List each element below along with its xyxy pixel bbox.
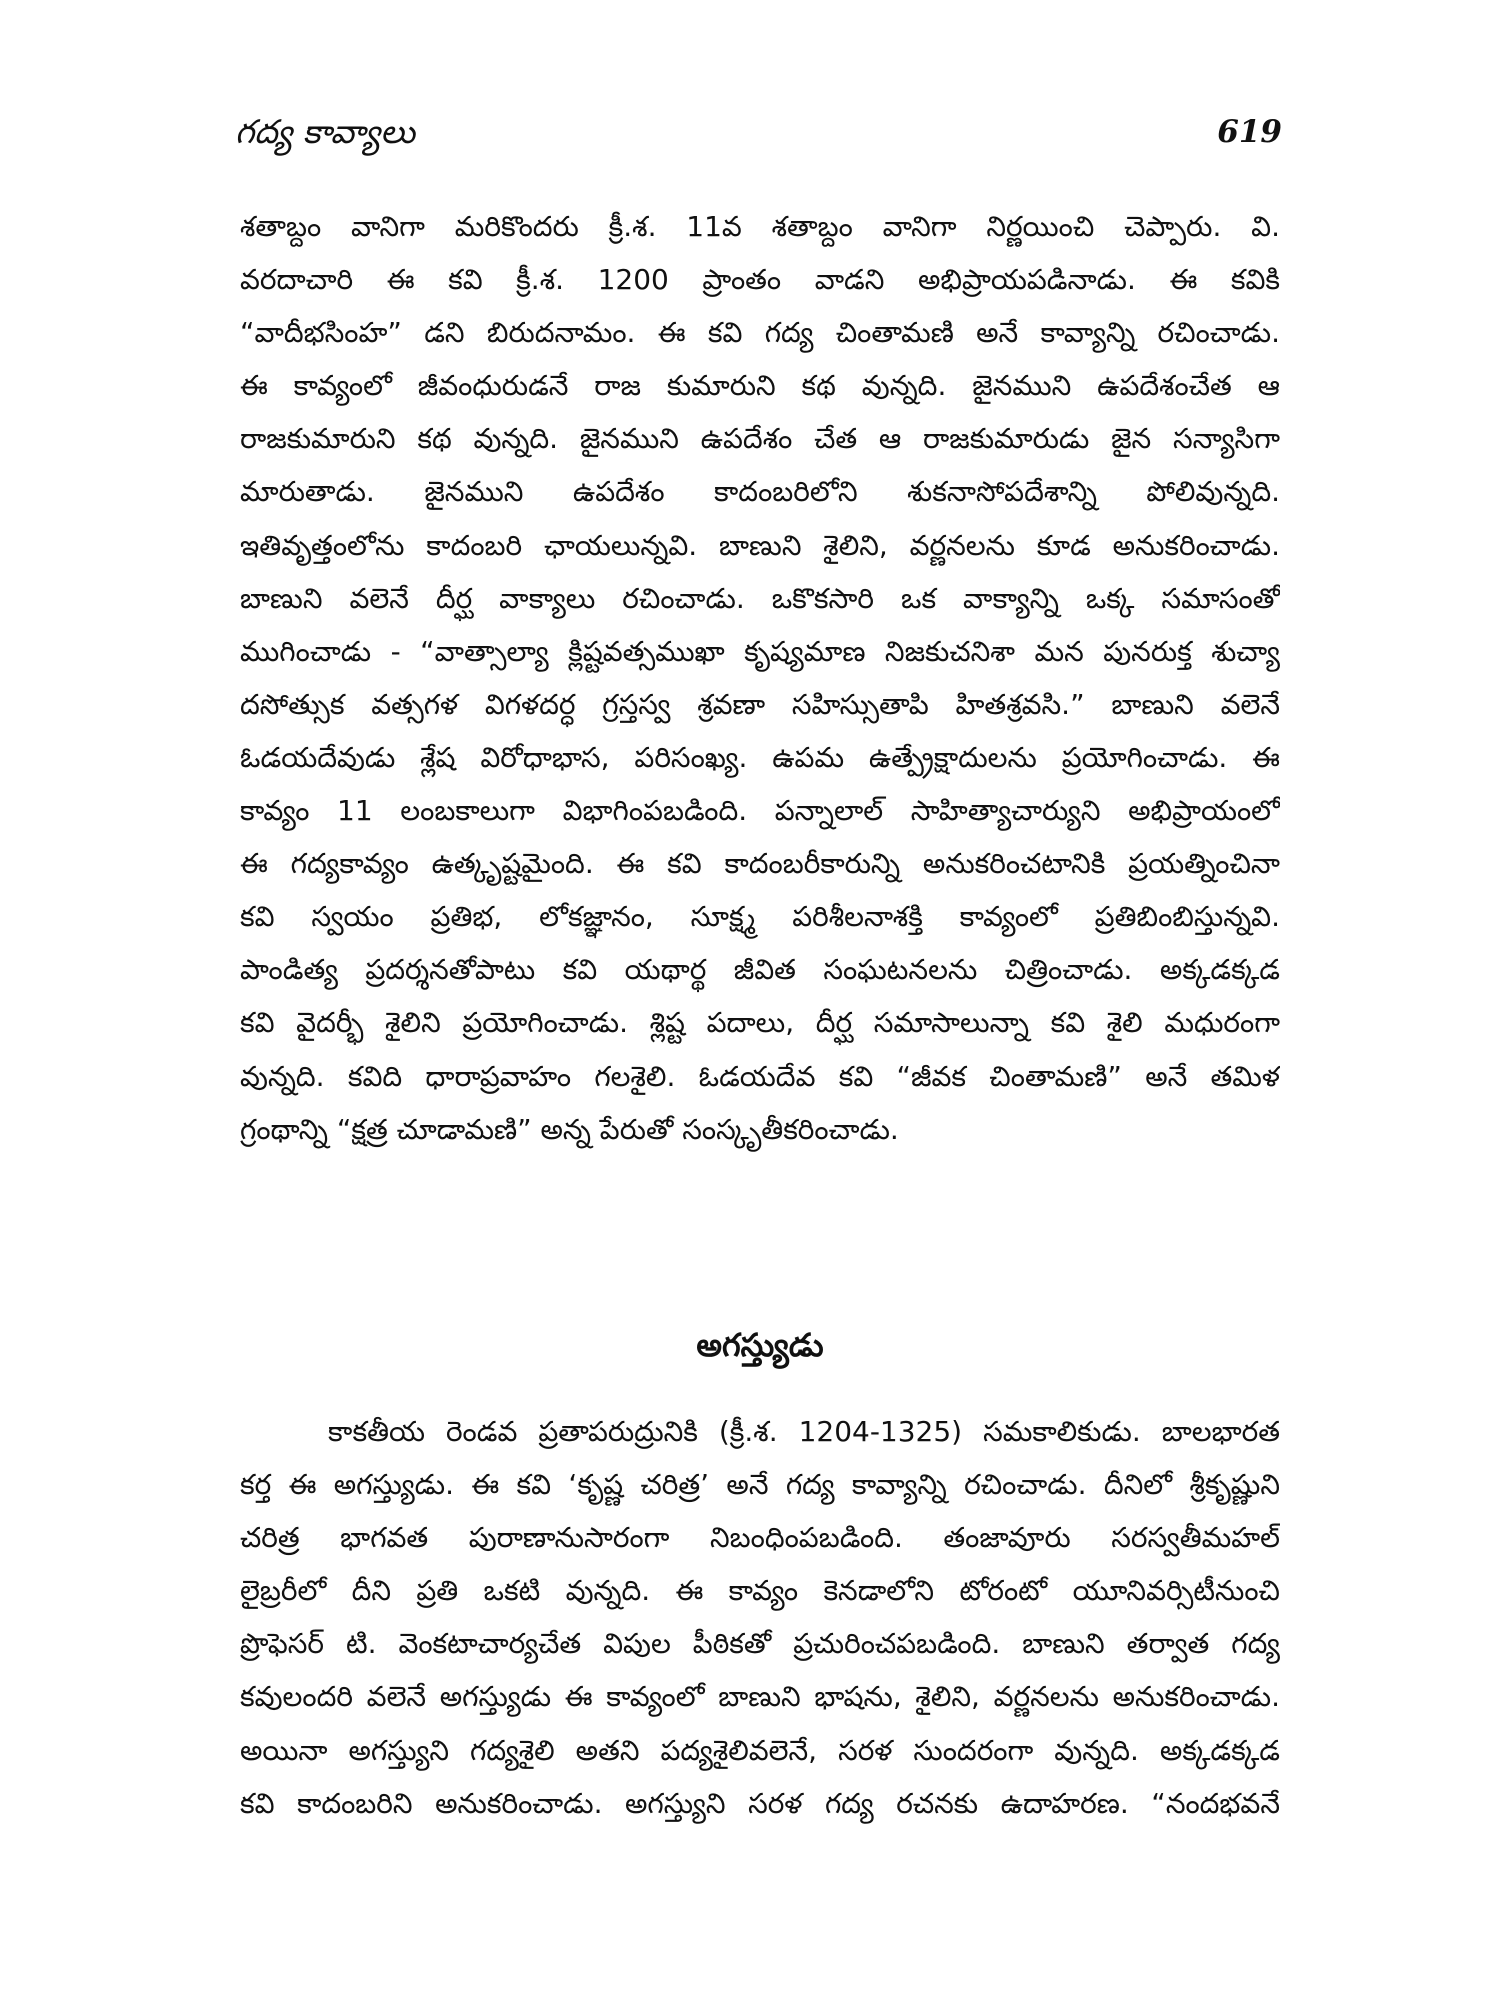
running-head: గద్య కావ్యాలు [235, 112, 416, 151]
text-line: కర్త ఈ అగస్త్యుడు. ఈ కవి ‘కృష్ణ చరిత్ర’ అనే గద్య కావ్యాన్ని రచించాడు. దీనిలో శ్రీకృష్ణుని [240, 1468, 1280, 1502]
text-line: శతాబ్దం వానిగా మరికొందరు క్రీ.శ. 11వ శతాబ్దం వానిగా నిర్ణయించి చెప్పారు. వి. [240, 210, 1280, 243]
page-number: 619 [1217, 114, 1282, 150]
paragraph-1 [240, 200, 1280, 1156]
paragraph-2 [240, 1405, 1280, 1830]
section-heading: అగస్త్యుడు [696, 1326, 824, 1364]
text-line: వున్నది. కవిది ధారాప్రవాహం గలశైలి. ఓడయదేవ కవి “జీవక చింతామణి” అనే తమిళ [240, 1059, 1280, 1093]
text-line: కవులందరి వలెనే అగస్త్యుడు ఈ కావ్యంలో బాణుని భాషను, శైలిని, వర్ణనలను అనుకరించాడు. [240, 1680, 1280, 1714]
text-line: దసోత్సుక వత్సగళ విగళదర్ధ గ్రస్తస్వ శ్రవణా సహిస్సుతాపి హితశ్రవసి.” బాణుని వలెనే [240, 687, 1280, 721]
text-line: ఈ కావ్యంలో జీవంధురుడనే రాజ కుమారుని కథ వున్నది. జైనముని ఉపదేశంచేత ఆ [240, 369, 1280, 403]
text-line: అయినా అగస్త్యుని గద్యశైలి అతని పద్యశైలివలెనే, సరళ సుందరంగా వున్నది. అక్కడక్కడ [240, 1733, 1280, 1767]
text-line: గ్రంథాన్ని “క్షత్ర చూడామణి” అన్న పేరుతో సంస్కృతీకరించాడు. [240, 1112, 899, 1146]
text-line: లైబ్రరీలో దీని ప్రతి ఒకటి వున్నది. ఈ కావ్యం కెనడాలోని టోరంటో యూనివర్సిటీనుంచి [240, 1574, 1280, 1608]
text-line: ఇతివృత్తంలోను కాదంబరి ఛాయలున్నవి. బాణుని శైలిని, వర్ణనలను కూడ అనుకరించాడు. [240, 528, 1280, 562]
text-line: కాకతీయ రెండవ ప్రతాపరుద్రునికి (క్రీ.శ. 1204-1325) సమకాలికుడు. బాలభారత [328, 1415, 1280, 1448]
text-line: పాండిత్య ప్రదర్శనతోపాటు కవి యథార్థ జీవిత సంఘటనలను చిత్రించాడు. అక్కడక్కడ [240, 953, 1280, 987]
text-line: కవి స్వయం ప్రతిభ, లోకజ్ఞానం, సూక్ష్మ పరిశీలనాశక్తి కావ్యంలో ప్రతిబింబిస్తున్నవి. [240, 900, 1280, 934]
text-line: ముగించాడు - “వాత్సాల్యా క్లిష్టవత్సముఖా కృష్యమాణ నిజకుచనిశా మన పునరుక్త శుచ్యా [240, 634, 1280, 668]
text-line: వరదాచారి ఈ కవి క్రీ.శ. 1200 ప్రాంతం వాడని అభిప్రాయపడినాడు. ఈ కవికి [240, 263, 1280, 297]
text-line: కవి కాదంబరిని అనుకరించాడు. అగస్త్యుని సరళ గద్య రచనకు ఉదాహరణ. “నందభవనే [240, 1786, 1280, 1820]
text-line: చరిత్ర భాగవత పురాణానుసారంగా నిబంధింపబడింది. తంజావూరు సరస్వతీమహల్ [240, 1521, 1280, 1555]
text-line: రాజకుమారుని కథ వున్నది. జైనముని ఉపదేశం చేత ఆ రాజకుమారుడు జైన సన్యాసిగా [240, 422, 1280, 456]
text-line: “వాదీభసింహ” డని బిరుదనామం. ఈ కవి గద్య చింతామణి అనే కావ్యాన్ని రచించాడు. [240, 316, 1280, 350]
text-line: ఈ గద్యకావ్యం ఉత్కృష్టమైంది. ఈ కవి కాదంబరీకారున్ని అనుకరించటానికి ప్రయత్నించినా [240, 847, 1280, 881]
text-line: ఓడయదేవుడు శ్లేష విరోధాభాస, పరిసంఖ్య. ఉపమ ఉత్ప్రేక్షాదులను ప్రయోగించాడు. ఈ [240, 740, 1280, 774]
text-line: బాణుని వలెనే దీర్ఘ వాక్యాలు రచించాడు. ఒకొకసారి ఒక వాక్యాన్ని ఒక్క సమాసంతో [240, 581, 1280, 615]
text-line: కవి వైదర్భీ శైలిని ప్రయోగించాడు. శ్లిష్ట పదాలు, దీర్ఘ సమాసాలున్నా కవి శైలి మధురంగా [240, 1006, 1280, 1040]
text-line: మారుతాడు. జైనముని ఉపదేశం కాదంబరిలోని శుకనాసోపదేశాన్ని పోలివున్నది. [240, 475, 1280, 509]
text-line: ప్రొఫెసర్ టి. వెంకటాచార్యచేత విపుల పీఠికతో ప్రచురించపబడింది. బాణుని తర్వాత గద్య [240, 1627, 1280, 1661]
text-line: కావ్యం 11 లంబకాలుగా విభాగింపబడింది. పన్నాలాల్ సాహిత్యాచార్యుని అభిప్రాయంలో [240, 794, 1280, 828]
